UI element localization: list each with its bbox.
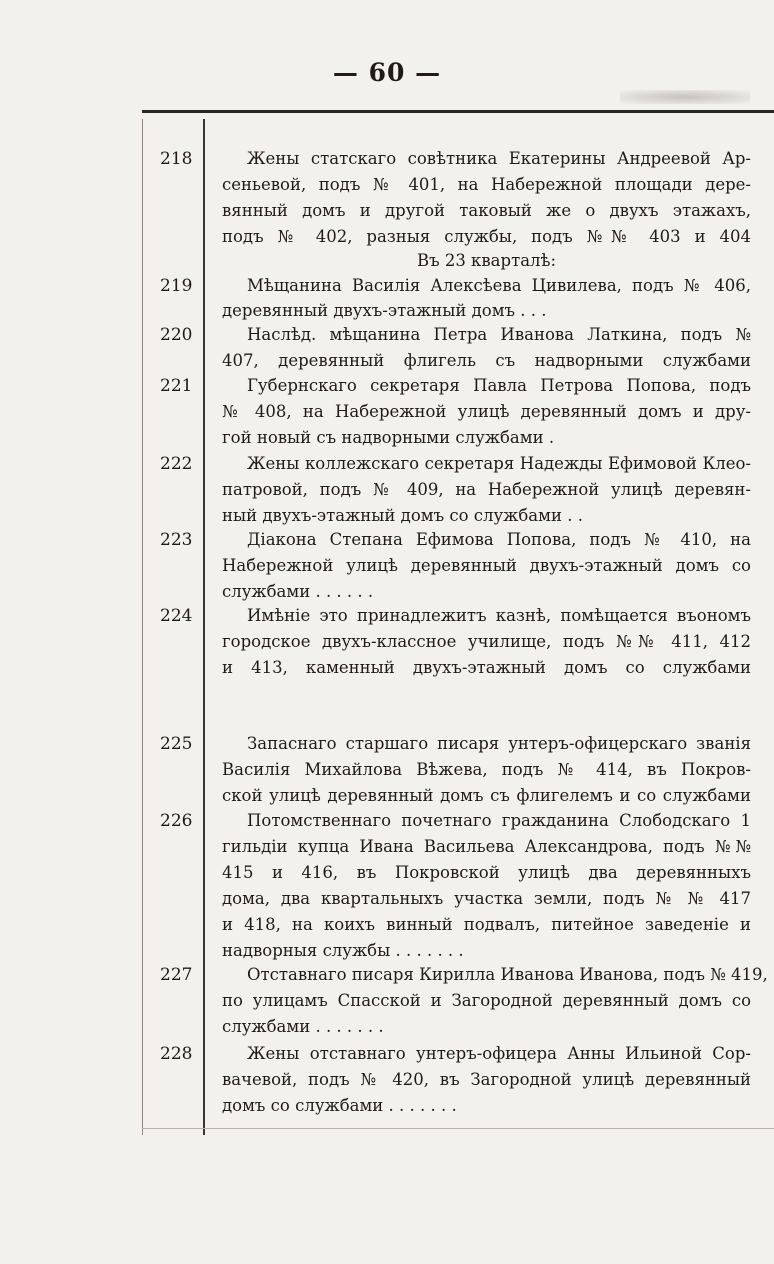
- entry-text-line: и 413, каменный двухъ-этажный домъ со службами: [222, 658, 751, 677]
- entry-text-line: надворныя службы . . . . . . .: [222, 941, 464, 960]
- top-rule: [142, 110, 774, 113]
- entry-text-line: Василія Михайлова Вѣжева, подъ № 414, въ Покров-: [222, 760, 751, 779]
- entry-text-line: Отставнаго писаря Кирилла Иванова Иванова, подъ № 419,: [247, 965, 768, 984]
- entry-text-line: Имѣніе это принадлежитъ казнѣ, помѣщается въономъ: [247, 606, 751, 625]
- entry-text-line: деревянный двухъ-этажный домъ . . .: [222, 301, 547, 320]
- ink-blot: [620, 90, 750, 104]
- entry-text-line: и 418, на коихъ винный подвалъ, питейное заведеніе и: [222, 915, 751, 934]
- entry-text-line: вачевой, подъ № 420, въ Загородной улицѣ деревянный: [222, 1070, 751, 1089]
- entry-text-line: дома, два квартальныхъ участка земли, подъ № № 417: [222, 889, 751, 908]
- quarter-heading: Въ 23 кварталѣ:: [416, 251, 557, 270]
- entry-text-line: Набережной улицѣ деревянный двухъ-этажный домъ со: [222, 556, 751, 575]
- entry-text-line: службами . . . . . . .: [222, 1017, 384, 1036]
- number-column-rule: [203, 119, 205, 1135]
- entry-text-line: ный двухъ-этажный домъ со службами . .: [222, 506, 583, 525]
- entry-number: 218: [160, 149, 193, 169]
- entry-text-line: службами . . . . . .: [222, 582, 374, 601]
- entry-text-line: Жены отставнаго унтеръ-офицера Анны Ильиной Сор-: [247, 1044, 751, 1063]
- entry-number: 223: [160, 530, 193, 550]
- entry-number: 226: [160, 811, 193, 831]
- entry-text-line: 415 и 416, въ Покровской улицѣ два деревянныхъ: [222, 863, 751, 882]
- entry-text-line: Мѣщанина Василія Алексѣева Цивилева, подъ № 406,: [247, 276, 751, 295]
- entry-text-line: вянный домъ и другой таковый же о двухъ этажахъ,: [222, 201, 751, 220]
- entry-text-line: Запаснаго старшаго писаря унтеръ-офицерскаго званія: [247, 734, 751, 753]
- entry-number: 222: [160, 454, 193, 474]
- entry-text-line: 407, деревянный флигель съ надворными службами: [222, 351, 751, 370]
- page-number: — 60 —: [332, 58, 442, 87]
- entry-text-line: по улицамъ Спасской и Загородной деревянный домъ со: [222, 991, 751, 1010]
- entry-text-line: домъ со службами . . . . . . .: [222, 1096, 457, 1115]
- entry-text-line: Потомственнаго почетнаго гражданина Слободскаго 1: [247, 811, 751, 830]
- entry-number: 224: [160, 606, 193, 626]
- entry-text-line: ской улицѣ деревянный домъ съ флигелемъ и со службами: [222, 786, 751, 805]
- entry-text-line: подъ № 402, разныя службы, подъ №№ 403 и 404: [222, 227, 751, 246]
- entry-text-line: Наслѣд. мѣщанина Петра Иванова Латкина, подъ №: [247, 325, 751, 344]
- entry-text-line: Жены коллежскаго секретаря Надежды Ефимовой Клео-: [247, 454, 751, 473]
- entry-number: 228: [160, 1044, 193, 1064]
- entry-number: 225: [160, 734, 193, 754]
- entry-text-line: гильдіи купца Ивана Васильева Александрова, подъ №№: [222, 837, 751, 856]
- entry-text-line: сеньевой, подъ № 401, на Набережной площади дере-: [222, 175, 751, 194]
- entry-number: 227: [160, 965, 193, 985]
- entry-text-line: Губернскаго секретаря Павла Петрова Попова, подъ: [247, 376, 751, 395]
- entry-number: 220: [160, 325, 193, 345]
- entry-text-line: городское двухъ-классное училище, подъ №№ 411, 412: [222, 632, 751, 651]
- entry-number: 221: [160, 376, 193, 396]
- entry-text-line: Діакона Степана Ефимова Попова, подъ № 410, на: [247, 530, 751, 549]
- bottom-rule: [142, 1128, 774, 1129]
- left-border: [142, 119, 143, 1135]
- entry-number: 219: [160, 276, 193, 296]
- entry-text-line: гой новый съ надворными службами .: [222, 428, 555, 447]
- entry-text-line: патровой, подъ № 409, на Набережной улицѣ деревян-: [222, 480, 751, 499]
- entry-text-line: № 408, на Набережной улицѣ деревянный домъ и дру-: [222, 402, 751, 421]
- entry-text-line: Жены статскаго совѣтника Екатерины Андреевой Ар-: [247, 149, 751, 168]
